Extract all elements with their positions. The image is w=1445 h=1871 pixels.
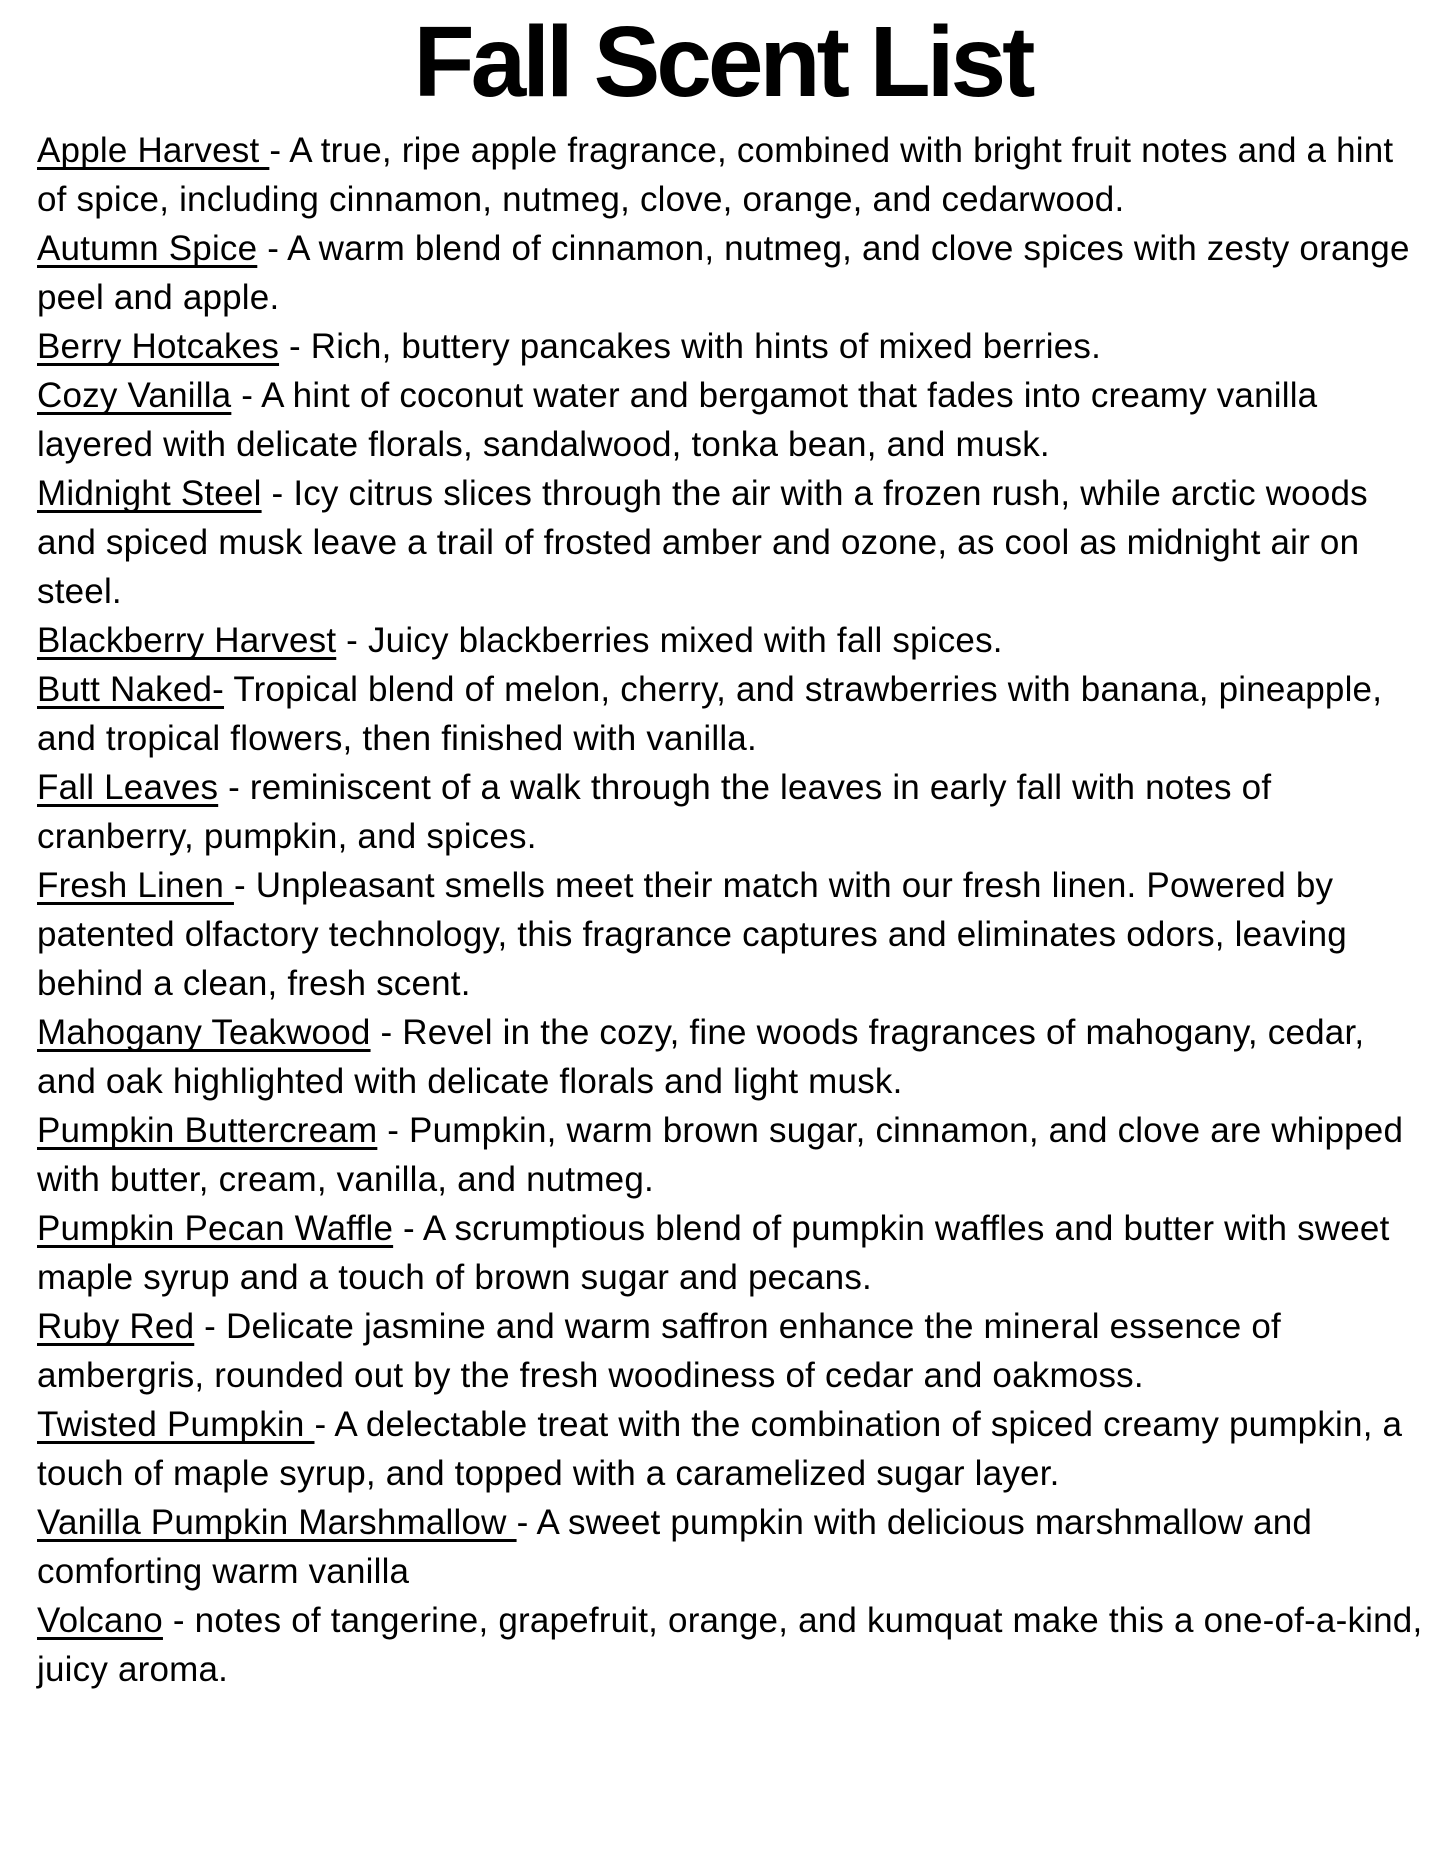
- scent-separator: -: [269, 131, 290, 170]
- scent-entry: [37, 1498, 1423, 1596]
- scent-name: Midnight Steel: [37, 474, 262, 513]
- scent-name: Fall Leaves: [37, 768, 219, 807]
- scent-description: Unpleasant smells meet their match with our fresh linen. Powered by patented olfactory technology, this fragrance captures and eliminates odors, leaving behind a clean, fresh scent.: [37, 866, 1347, 1003]
- scent-description: Juicy blackberries mixed with fall spices.: [367, 621, 1003, 660]
- scent-separator: -: [377, 1111, 410, 1150]
- scent-entry: [37, 224, 1423, 322]
- scent-name: Twisted Pumpkin: [37, 1405, 315, 1444]
- scent-description: A hint of coconut water and bergamot that fades into creamy vanilla layered with delicate florals, sandalwood, tonka bean, and musk.: [37, 376, 1318, 464]
- scent-separator: -: [393, 1209, 423, 1248]
- scent-name: Pumpkin Pecan Waffle: [37, 1209, 394, 1248]
- scent-description: Delicate jasmine and warm saffron enhance the mineral essence of ambergris, rounded out by the fresh woodiness of cedar and oakmoss.: [37, 1307, 1281, 1395]
- scent-separator: [224, 670, 233, 709]
- scent-entry: [37, 1106, 1423, 1204]
- scent-separator: -: [257, 229, 288, 268]
- scent-name: Vanilla Pumpkin Marshmallow: [37, 1503, 517, 1542]
- scent-entry: [37, 1596, 1423, 1694]
- scent-separator: -: [233, 866, 256, 905]
- scent-description: A sweet pumpkin with delicious marshmallow and comforting warm vanilla: [37, 1503, 1313, 1591]
- scent-description: A true, ripe apple fragrance, combined with bright fruit notes and a hint of spice, including cinnamon, nutmeg, clove, orange, and cedarwood.: [37, 131, 1394, 219]
- scent-entry: [37, 665, 1423, 763]
- scent-name: Berry Hotcakes: [37, 327, 280, 366]
- scent-separator: -: [261, 474, 294, 513]
- scent-description: reminiscent of a walk through the leaves in early fall with notes of cranberry, pumpkin, and spices.: [37, 768, 1272, 856]
- scent-description: Icy citrus slices through the air with a frozen rush, while arctic woods and spiced musk leave a trail of frosted amber and ozone, as cool as midnight air on steel.: [37, 474, 1368, 611]
- scent-separator: -: [194, 1307, 226, 1346]
- scent-description: Tropical blend of melon, cherry, and strawberries with banana, pineapple, and tropical flowers, then finished with vanilla.: [37, 670, 1383, 758]
- scent-name: Apple Harvest: [37, 131, 270, 170]
- scent-name: Mahogany Teakwood: [37, 1013, 371, 1052]
- scent-entry: [37, 371, 1423, 469]
- scent-separator: -: [279, 327, 311, 366]
- scent-name: Autumn Spice: [37, 229, 258, 268]
- scent-name: Ruby Red: [37, 1307, 195, 1346]
- scent-entry: [37, 616, 1423, 665]
- scent-entry: [37, 1008, 1423, 1106]
- scent-separator: -: [336, 621, 368, 660]
- scent-name: Blackberry Harvest: [37, 621, 337, 660]
- scent-separator: -: [516, 1503, 537, 1542]
- scent-name: Volcano: [37, 1601, 163, 1640]
- scent-list: [0, 126, 1445, 1694]
- scent-entry: [37, 1302, 1423, 1400]
- page-title: Fall Scent List: [413, 6, 1032, 118]
- scent-entry: [37, 1400, 1423, 1498]
- scent-description: Rich, buttery pancakes with hints of mixed berries.: [310, 327, 1102, 366]
- scent-description: Revel in the cozy, fine woods fragrances of mahogany, cedar, and oak highlighted with delicate florals and light musk.: [37, 1013, 1365, 1101]
- scent-entry: [37, 1204, 1423, 1302]
- scent-name: Fresh Linen: [37, 866, 234, 905]
- scent-entry: [37, 126, 1423, 224]
- scent-description: notes of tangerine, grapefruit, orange, and kumquat make this a one-of-a-kind, juicy aroma.: [37, 1601, 1423, 1689]
- scent-entry: [37, 469, 1423, 616]
- scent-separator: -: [162, 1601, 195, 1640]
- scent-description: A warm blend of cinnamon, nutmeg, and clove spices with zesty orange peel and apple.: [37, 229, 1410, 317]
- scent-separator: -: [370, 1013, 403, 1052]
- scent-name: Cozy Vanilla: [37, 376, 232, 415]
- scent-entry: [37, 322, 1423, 371]
- scent-entry: [37, 861, 1423, 1008]
- scent-description: A delectable treat with the combination of spiced creamy pumpkin, a touch of maple syrup, and topped with a caramelized sugar layer.: [37, 1405, 1403, 1493]
- scent-description: A scrumptious blend of pumpkin waffles and butter with sweet maple syrup and a touch of brown sugar and pecans.: [37, 1209, 1390, 1297]
- scent-entry: [37, 763, 1423, 861]
- scent-separator: -: [231, 376, 262, 415]
- scent-description: Pumpkin, warm brown sugar, cinnamon, and clove are whipped with butter, cream, vanilla, and nutmeg.: [37, 1111, 1404, 1199]
- scent-separator: -: [314, 1405, 335, 1444]
- scent-separator: -: [218, 768, 250, 807]
- scent-name: Butt Naked-: [37, 670, 225, 709]
- scent-name: Pumpkin Buttercream: [37, 1111, 378, 1150]
